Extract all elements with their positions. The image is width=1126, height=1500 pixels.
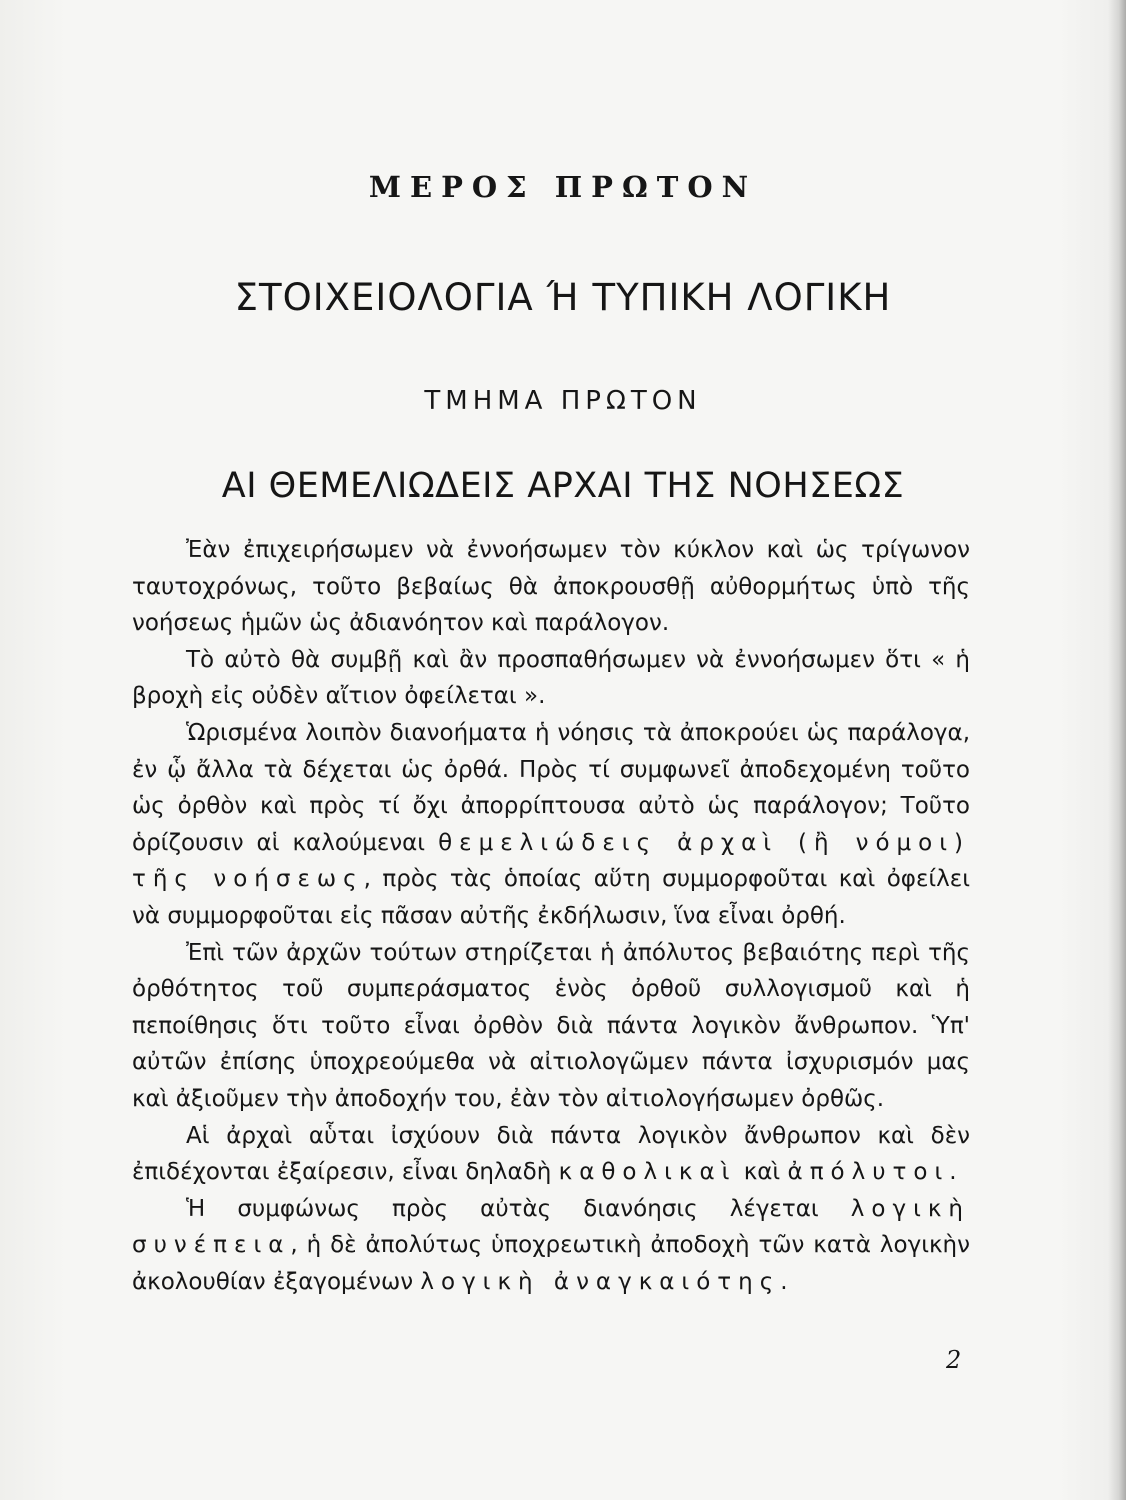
paragraph-1-text: Ἐὰν ἐπιχειρήσωμεν νὰ ἐννοήσωμεν τὸν κύκλον καὶ ὡς τρίγωνον ταυτοχρόνως, τοῦτο βεβαίως θὰ ἀποκρουσθῇ αὐθορμήτως ὑπὸ τῆς νοήσεως ἡμῶν ὡς ἀδιανόητον καὶ παράλογον. (132, 537, 970, 637)
paragraph-5-emphasis-2: ἀπόλυτοι (787, 1159, 950, 1186)
paragraph-3-text-b: , πρὸς τὰς ὁποίας αὕτη συμμορφοῦται καὶ ὀφείλει νὰ συμμορφοῦται εἰς πᾶσαν αὐτῆς ἐκδήλωσιν, ἵνα εἶναι ὀρθή. (132, 866, 970, 929)
paragraph-4 (132, 935, 970, 1118)
paragraph-2 (132, 642, 970, 715)
paragraph-5-emphasis-1: καθολικαὶ (558, 1159, 737, 1186)
chapter-title: ΑΙ ΘΕΜΕΛΙΩΔΕΙΣ ΑΡΧΑΙ ΤΗΣ ΝΟΗΣΕΩΣ (221, 466, 905, 506)
part-heading: ΜΕΡΟΣ ΠΡΩΤΟΝ (368, 170, 758, 204)
paragraph-3 (132, 715, 970, 935)
spine-shadow (1108, 0, 1126, 1500)
paragraph-4-text: Ἐπὶ τῶν ἀρχῶν τούτων στηρίζεται ἡ ἀπόλυτος βεβαιότης περὶ τῆς ὀρθότητος τοῦ συμπεράσματος ἑνὸς ὀρθοῦ συλλογισμοῦ καὶ ἡ πεποίθησις ὅτι τοῦτο εἶναι ὀρθὸν διὰ πάντα λογικὸν ἄνθρωπον. Ὑπ' αὐτῶν ἐπίσης ὑποχρεούμεθα νὰ αἰτιολογῶμεν πάντα ἰσχυρισμόν μας καὶ ἀξιοῦμεν τὴν ἀποδοχήν του, ἐὰν τὸν αἰτιολογήσωμεν ὀρθῶς. (132, 939, 970, 1112)
paragraph-5-text-a: Αἱ ἀρχαὶ αὗται ἰσχύουν διὰ πάντα λογικὸν ἄνθρωπον καὶ δὲν ἐπιδέχονται ἐξαίρεσιν, εἶναι δηλαδὴ (132, 1122, 970, 1186)
paragraph-5-text-c: . (949, 1159, 957, 1186)
paragraph-5-text-b: καὶ (743, 1159, 781, 1186)
paragraph-6-text-b: , ἡ δὲ ἀπολύτως ὑποχρεωτικὴ ἀποδοχὴ τῶν κατὰ λογικὴν ἀκολουθίαν ἐξαγομένων (132, 1232, 970, 1295)
paragraph-6-text-a: Ἡ συμφώνως πρὸς αὐτὰς διανόησις λέγεται (186, 1195, 819, 1222)
paragraph-6-text-c: . (780, 1268, 788, 1295)
paragraph-5 (132, 1118, 970, 1191)
section-heading: ΤΜΗΜΑ ΠΡΩΤΟΝ (424, 386, 702, 416)
paragraph-6-emphasis-1: λογικὴ συνέπεια (132, 1195, 971, 1259)
main-title: ΣΤΟΙΧΕΙΟΛΟΓΙΑ Ή ΤΥΠΙΚΗ ΛΟΓΙΚΗ (234, 276, 892, 319)
paragraph-3-text-a: Ὡρισμένα λοιπὸν διανοήματα ἡ νόησις τὰ ἀποκρούει ὡς παράλογα, ἐν ᾧ ἄλλα τὰ δέχεται ὡς ὀρθά. Πρὸς τί συμφωνεῖ ἀποδεχομένη τοῦτο ὡς ὀρθὸν καὶ πρὸς τί ὄχι ἀπορρίπτουσα αὐτὸ ὡς παράλογον; Τοῦτο ὁρίζουσιν αἱ καλούμεναι (132, 719, 970, 856)
paragraph-6-emphasis-2: λογικὴ ἀναγκαιότης (420, 1268, 781, 1295)
paragraph-1 (132, 532, 970, 642)
body-text (132, 532, 970, 1300)
page-number: 2 (946, 1346, 962, 1374)
paragraph-3-emphasis: θεμελιώδεις ἀρχαὶ (ἢ νόμοι) τῆς νοήσεως (132, 829, 970, 893)
paragraph-6 (132, 1191, 970, 1301)
paragraph-2-text: Τὸ αὐτὸ θὰ συμβῇ καὶ ἂν προσπαθήσωμεν νὰ ἐννοήσωμεν ὅτι « ἡ βροχὴ εἰς οὐδὲν αἴτιον ὀφείλεται ». (132, 646, 970, 710)
